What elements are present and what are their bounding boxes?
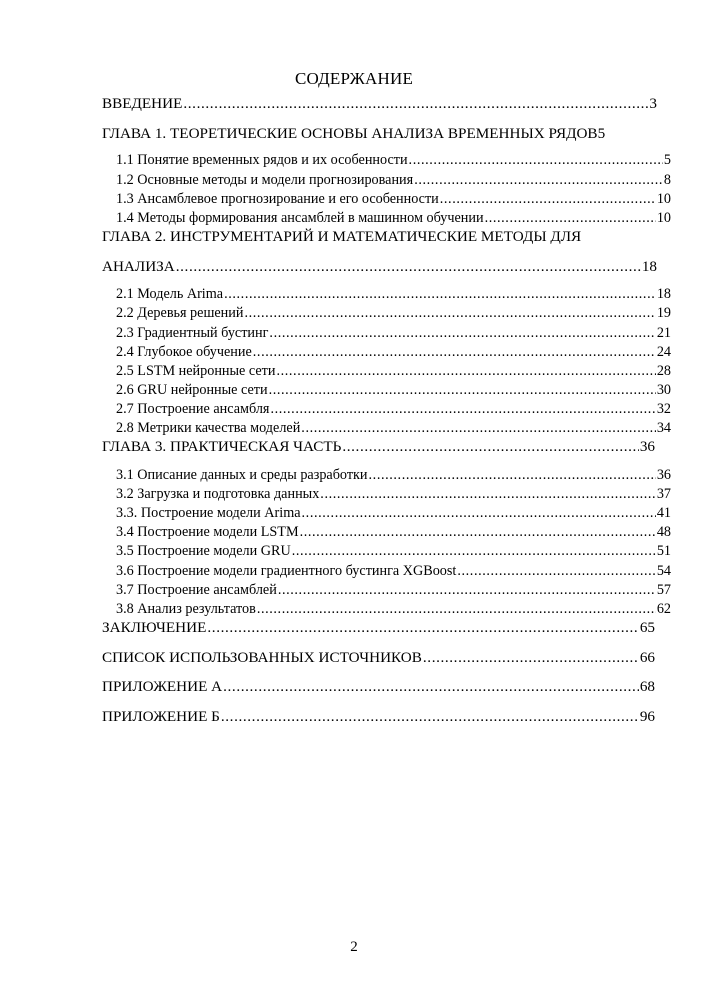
toc-leader (183, 96, 648, 111)
toc-entry-page: 32 (656, 401, 671, 417)
toc-leader (292, 544, 656, 558)
toc-entry-label: ПРИЛОЖЕНИЕ Б (102, 708, 220, 725)
toc-entry-label: ГЛАВА 2. ИНСТРУМЕНТАРИЙ И МАТЕМАТИЧЕСКИЕ МЕТОДЫ ДЛЯ (102, 228, 582, 245)
toc-entry-label: 1.1 Понятие временных рядов и их особенности (116, 152, 408, 168)
toc-entry-label: 3.8 Анализ результатов (116, 601, 256, 617)
toc-leader (223, 679, 639, 694)
toc-entry-page: 30 (656, 382, 671, 398)
toc-leader (369, 468, 656, 482)
toc-entry-label: СПИСОК ИСПОЛЬЗОВАННЫХ ИСТОЧНИКОВ (102, 649, 422, 666)
toc-leader (342, 439, 638, 454)
toc-entry-label: 2.1 Модель Arima (116, 286, 224, 302)
toc-entry-label: 2.2 Деревья решений (116, 305, 244, 321)
toc-entry-label: 3.3. Построение модели Arima (116, 505, 301, 521)
toc-entry-page: 21 (656, 325, 671, 341)
toc-leader (320, 487, 656, 501)
toc-entry-3-4[interactable] (116, 525, 671, 539)
page-number: 2 (350, 939, 358, 955)
toc-entry-label: 1.4 Методы формирования ансамблей в машинном обучении (116, 210, 484, 226)
toc-title: СОДЕРЖАНИЕ (294, 69, 414, 88)
toc-entry-2-5[interactable] (116, 364, 671, 378)
toc-entry-page: 65 (639, 619, 655, 636)
toc-entry-introduction[interactable] (102, 96, 657, 111)
toc-entry-page: 96 (639, 708, 655, 725)
toc-entry-page: 18 (656, 286, 671, 302)
toc-entry-page: 51 (656, 543, 671, 559)
toc-entry-page: 10 (656, 210, 671, 226)
toc-entry-3-1[interactable] (116, 468, 671, 482)
toc-entry-label: 2.4 Глубокое обучение (116, 344, 252, 360)
toc-leader (414, 173, 663, 187)
toc-entry-3-6[interactable] (116, 564, 671, 578)
toc-entry-label: 2.6 GRU нейронные сети (116, 382, 268, 398)
toc-entry-chapter-1[interactable] (102, 126, 657, 141)
toc-entry-appendix-b[interactable] (102, 709, 655, 724)
toc-entry-page: 10 (656, 191, 671, 207)
toc-leader (257, 602, 656, 616)
toc-entry-label: 2.7 Построение ансамбля (116, 401, 270, 417)
toc-entry-page: 48 (656, 524, 671, 540)
toc-entry-page: 18 (641, 258, 657, 275)
toc-entry-label: 2.8 Метрики качества моделей (116, 420, 301, 436)
toc-entry-3-8[interactable] (116, 602, 671, 616)
toc-leader (302, 506, 656, 520)
toc-entry-page: 5 (597, 125, 606, 142)
toc-entry-2-3[interactable] (116, 326, 671, 340)
toc-entry-2-1[interactable] (116, 287, 671, 301)
toc-entry-3-7[interactable] (116, 583, 671, 597)
toc-entry-label: 3.2 Загрузка и подготовка данных (116, 486, 320, 502)
toc-entry-label: 3.7 Построение ансамблей (116, 582, 277, 598)
toc-entry-1-4[interactable] (116, 211, 671, 225)
toc-entry-3-3[interactable] (116, 506, 671, 520)
toc-entry-page: 37 (656, 486, 671, 502)
toc-leader (457, 564, 655, 578)
toc-entry-1-1[interactable] (116, 153, 671, 167)
toc-leader (409, 153, 663, 167)
toc-entry-label: 1.2 Основные методы и модели прогнозирования (116, 172, 414, 188)
toc-entry-page: 19 (656, 305, 671, 321)
toc-entry-page: 36 (656, 467, 671, 483)
toc-entry-chapter-2-cont[interactable] (102, 259, 657, 274)
toc-leader (270, 402, 655, 416)
toc-entry-label: 3.5 Построение модели GRU (116, 543, 291, 559)
toc-entry-appendix-a[interactable] (102, 679, 655, 694)
toc-leader (244, 306, 655, 320)
toc-leader (221, 709, 639, 724)
toc-leader (440, 192, 656, 206)
toc-entry-1-2[interactable] (116, 173, 671, 187)
toc-entry-label: 3.1 Описание данных и среды разработки (116, 467, 368, 483)
toc-entry-page: 34 (656, 420, 671, 436)
toc-entry-2-8[interactable] (116, 421, 671, 435)
toc-entry-page: 3 (649, 95, 657, 112)
toc-entry-2-7[interactable] (116, 402, 671, 416)
toc-entry-2-2[interactable] (116, 306, 671, 320)
toc-entry-2-6[interactable] (116, 383, 671, 397)
toc-leader (485, 211, 656, 225)
toc-leader (269, 326, 655, 340)
toc-entry-1-3[interactable] (116, 192, 671, 206)
toc-entry-chapter-3[interactable] (102, 439, 655, 454)
toc-entry-label: 3.4 Построение модели LSTM (116, 524, 299, 540)
toc-entry-page: 24 (656, 344, 671, 360)
toc-entry-references[interactable] (102, 650, 655, 665)
toc-entry-page: 36 (639, 438, 655, 455)
toc-leader (224, 287, 656, 301)
toc-entry-label: 3.6 Построение модели градиентного бустинга XGBoost (116, 563, 457, 579)
toc-entry-label: ГЛАВА 1. ТЕОРЕТИЧЕСКИЕ ОСНОВЫ АНАЛИЗА ВРЕМЕННЫХ РЯДОВ (102, 125, 598, 142)
toc-entry-3-2[interactable] (116, 487, 671, 501)
toc-leader (207, 620, 638, 635)
toc-entry-page: 54 (656, 563, 671, 579)
toc-entry-conclusion[interactable] (102, 620, 655, 635)
toc-entry-label: 2.5 LSTM нейронные сети (116, 363, 276, 379)
toc-leader (423, 650, 639, 665)
toc-entry-page: 28 (656, 363, 671, 379)
toc-entry-label: ЗАКЛЮЧЕНИЕ (102, 619, 207, 636)
toc-entry-page: 68 (639, 678, 655, 695)
toc-entry-label: ПРИЛОЖЕНИЕ А (102, 678, 223, 695)
toc-entry-label: АНАЛИЗА (102, 258, 175, 275)
toc-entry-page: 8 (663, 172, 671, 188)
toc-leader (276, 364, 655, 378)
toc-leader (301, 421, 656, 435)
toc-leader (300, 525, 656, 539)
toc-entry-label: ВВЕДЕНИЕ (102, 95, 183, 112)
toc-entry-page: 57 (656, 582, 671, 598)
toc-leader (278, 583, 656, 597)
toc-entry-page: 41 (656, 505, 671, 521)
toc-leader (269, 383, 656, 397)
toc-entry-2-4[interactable] (116, 345, 671, 359)
toc-entry-chapter-2[interactable] (102, 229, 657, 244)
toc-entry-page: 62 (656, 601, 671, 617)
toc-entry-label: ГЛАВА 3. ПРАКТИЧЕСКАЯ ЧАСТЬ (102, 438, 342, 455)
toc-entry-label: 2.3 Градиентный бустинг (116, 325, 269, 341)
toc-entry-page: 66 (639, 649, 655, 666)
toc-entry-3-5[interactable] (116, 544, 671, 558)
toc-entry-page: 5 (663, 152, 671, 168)
toc-entry-label: 1.3 Ансамблевое прогнозирование и его особенности (116, 191, 439, 207)
toc-leader (253, 345, 656, 359)
toc-leader (176, 259, 641, 274)
